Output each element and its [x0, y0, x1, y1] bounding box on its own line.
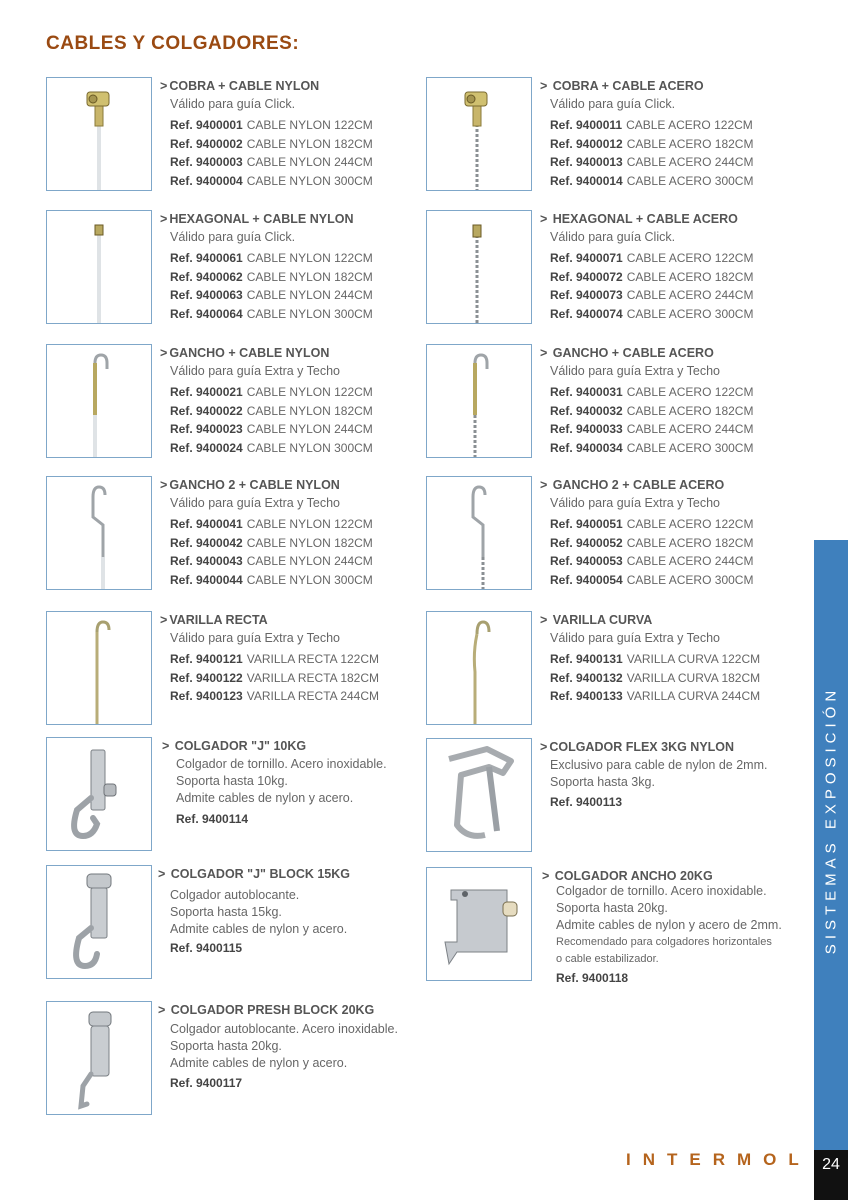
ref-row: Ref. 9400044 CABLE NYLON 300CM: [170, 572, 373, 587]
product-image-gancho-acero: [426, 344, 532, 458]
colgador-j-block-icon: [47, 866, 151, 978]
varilla-curva-icon: [427, 612, 531, 724]
ref-list: [550, 793, 626, 812]
ref-row: Ref. 9400023 CABLE NYLON 244CM: [170, 422, 373, 436]
ref-row: Ref. 9400033 CABLE ACERO 244CM: [550, 422, 754, 436]
product-desc: Válido para guía Click.: [550, 97, 676, 111]
product-image-colgador-j-block: [46, 865, 152, 979]
product-title: > COBRA + CABLE ACERO: [540, 79, 704, 93]
colgador-ancho-icon: [427, 868, 531, 980]
ref-row: Ref. 9400072 CABLE ACERO 182CM: [550, 269, 754, 284]
product-image-gancho2-acero: [426, 476, 532, 590]
ref-row: Ref. 9400132 VARILLA CURVA 182CM: [550, 670, 761, 685]
ref-list: [170, 116, 373, 190]
product-image-colgador-presh: [46, 1001, 152, 1115]
ref-row: Ref. 9400034 CABLE ACERO 300CM: [550, 440, 754, 455]
product-title: > COLGADOR PRESH BLOCK 20KG: [158, 1003, 375, 1017]
product-image-cobra-acero: [426, 77, 532, 191]
ref-row: Ref. 9400054 CABLE ACERO 300CM: [550, 572, 754, 587]
ref-row: Ref. 9400012 CABLE ACERO 182CM: [550, 136, 754, 151]
product-desc: Válido para guía Click.: [170, 230, 296, 244]
ref-list: [170, 939, 246, 958]
ref-row: Ref. 9400003 CABLE NYLON 244CM: [170, 155, 373, 169]
ref-list: [170, 515, 373, 589]
brand-name: INTERMOL: [626, 1150, 811, 1169]
hexagonal-nylon-icon: [47, 211, 151, 323]
ref-row: Ref. 9400114: [176, 812, 249, 826]
product-image-gancho-nylon: [46, 344, 152, 458]
product-desc: Colgador de tornillo. Acero inoxidable. Soporta hasta 10kg. Admite cables de nylon y acero.: [176, 757, 387, 805]
page-title: CABLES Y COLGADORES:: [46, 33, 300, 54]
ref-row: Ref. 9400118: [556, 971, 629, 985]
product-title: > COLGADOR "J" BLOCK 15KG: [158, 867, 351, 881]
ref-row: Ref. 9400122 VARILLA RECTA 182CM: [170, 670, 380, 685]
ref-row: Ref. 9400071 CABLE ACERO 122CM: [550, 251, 754, 265]
page-number: 24: [814, 1150, 848, 1200]
cobra-acero-icon: [427, 78, 531, 190]
ref-row: Ref. 9400131 VARILLA CURVA 122CM: [550, 652, 761, 666]
ref-row: Ref. 9400022 CABLE NYLON 182CM: [170, 403, 373, 418]
ref-row: Ref. 9400062 CABLE NYLON 182CM: [170, 269, 373, 284]
product-image-gancho2-nylon: [46, 476, 152, 590]
product-title: > GANCHO 2 + CABLE ACERO: [540, 478, 725, 492]
ref-row: Ref. 9400074 CABLE ACERO 300CM: [550, 306, 754, 321]
ref-row: Ref. 9400073 CABLE ACERO 244CM: [550, 288, 754, 302]
product-desc: Colgador autoblocante. Soporta hasta 15kg. Admite cables de nylon y acero.: [170, 888, 348, 936]
product-image-colgador-flex: [426, 738, 532, 852]
product-desc: Válido para guía Click.: [550, 230, 676, 244]
ref-row: Ref. 9400013 CABLE ACERO 244CM: [550, 155, 754, 169]
product-image-hexagonal-nylon: [46, 210, 152, 324]
ref-row: Ref. 9400061 CABLE NYLON 122CM: [170, 251, 373, 265]
ref-list: [170, 383, 373, 457]
product-title: > GANCHO + CABLE ACERO: [540, 346, 714, 360]
ref-row: Ref. 9400031 CABLE ACERO 122CM: [550, 385, 754, 399]
colgador-flex-icon: [427, 739, 531, 851]
product-title: > COLGADOR ANCHO 20KG: [542, 869, 713, 883]
ref-row: Ref. 9400004 CABLE NYLON 300CM: [170, 173, 373, 188]
ref-row: Ref. 9400011 CABLE ACERO 122CM: [550, 118, 753, 132]
ref-list: [550, 515, 753, 589]
ref-row: Ref. 9400115: [170, 941, 243, 955]
product-desc: Válido para guía Extra y Techo: [170, 496, 341, 510]
gancho-nylon-icon: [47, 345, 151, 457]
ref-row: Ref. 9400052 CABLE ACERO 182CM: [550, 535, 754, 550]
section-label: SISTEMAS EXPOSICIÓN: [822, 685, 840, 955]
product-title: > GANCHO + CABLE NYLON: [160, 346, 330, 360]
ref-row: Ref. 9400053 CABLE ACERO 244CM: [550, 554, 754, 568]
product-title: > HEXAGONAL + CABLE ACERO: [540, 212, 738, 226]
ref-list: [176, 810, 252, 829]
ref-row: Ref. 9400133 VARILLA CURVA 244CM: [550, 689, 761, 703]
product-desc: Válido para guía Extra y Techo: [170, 364, 341, 378]
ref-row: Ref. 9400014 CABLE ACERO 300CM: [550, 173, 754, 188]
product-image-colgador-ancho: [426, 867, 532, 981]
product-image-varilla-curva: [426, 611, 532, 725]
ref-row: Ref. 9400123 VARILLA RECTA 244CM: [170, 689, 380, 703]
ref-list: [170, 650, 379, 706]
gancho2-nylon-icon: [47, 477, 151, 589]
ref-row: Ref. 9400032 CABLE ACERO 182CM: [550, 403, 754, 418]
ref-row: Ref. 9400001 CABLE NYLON 122CM: [170, 118, 373, 132]
ref-row: Ref. 9400002 CABLE NYLON 182CM: [170, 136, 373, 151]
ref-row: Ref. 9400064 CABLE NYLON 300CM: [170, 306, 373, 321]
ref-list: [170, 1074, 246, 1093]
product-title: > COLGADOR FLEX 3KG NYLON: [540, 740, 735, 754]
product-desc: Válido para guía Extra y Techo: [550, 364, 721, 378]
ref-row: Ref. 9400021 CABLE NYLON 122CM: [170, 385, 373, 399]
hexagonal-acero-icon: [427, 211, 531, 323]
product-image-hexagonal-acero: [426, 210, 532, 324]
product-desc: Colgador de tornillo. Acero inoxidable. Soporta hasta 20kg. Admite cables de nylon y acero de 2mm. Recomendado para colgadores horizontales o cable estabilizador.: [556, 884, 782, 965]
product-desc: Exclusivo para cable de nylon de 2mm. Soporta hasta 3kg.: [550, 758, 768, 789]
product-desc: Válido para guía Extra y Techo: [170, 631, 341, 645]
colgador-presh-icon: [47, 1002, 151, 1114]
ref-list: [550, 116, 753, 190]
ref-row: Ref. 9400043 CABLE NYLON 244CM: [170, 554, 373, 568]
ref-list: [170, 249, 373, 323]
product-image-cobra-nylon: [46, 77, 152, 191]
cobra-nylon-icon: [47, 78, 151, 190]
product-desc: Válido para guía Extra y Techo: [550, 631, 721, 645]
product-title: > VARILLA CURVA: [540, 613, 653, 627]
ref-list: [550, 650, 760, 706]
product-desc: Válido para guía Extra y Techo: [550, 496, 721, 510]
ref-row: Ref. 9400113: [550, 795, 623, 809]
ref-row: Ref. 9400041 CABLE NYLON 122CM: [170, 517, 373, 531]
product-title: > GANCHO 2 + CABLE NYLON: [160, 478, 340, 492]
varilla-recta-icon: [47, 612, 151, 724]
ref-row: Ref. 9400042 CABLE NYLON 182CM: [170, 535, 373, 550]
gancho-acero-icon: [427, 345, 531, 457]
colgador-j-hook-icon: [47, 738, 151, 850]
ref-row: Ref. 9400063 CABLE NYLON 244CM: [170, 288, 373, 302]
product-desc: Colgador autoblocante. Acero inoxidable. Soporta hasta 20kg. Admite cables de nylon y acero.: [170, 1022, 398, 1070]
ref-row: Ref. 9400117: [170, 1076, 243, 1090]
ref-row: Ref. 9400024 CABLE NYLON 300CM: [170, 440, 373, 455]
product-title: > COLGADOR "J" 10KG: [162, 739, 307, 753]
ref-list: [550, 383, 753, 457]
ref-row: Ref. 9400051 CABLE ACERO 122CM: [550, 517, 754, 531]
ref-row: Ref. 9400121 VARILLA RECTA 122CM: [170, 652, 380, 666]
ref-list: [550, 249, 753, 323]
gancho2-acero-icon: [427, 477, 531, 589]
product-title: > VARILLA RECTA: [160, 613, 268, 627]
product-image-varilla-recta: [46, 611, 152, 725]
product-desc: Válido para guía Click.: [170, 97, 296, 111]
product-title: > COBRA + CABLE NYLON: [160, 79, 320, 93]
product-title: > HEXAGONAL + CABLE NYLON: [160, 212, 354, 226]
ref-list: [556, 969, 632, 988]
product-image-colgador-j-10kg: [46, 737, 152, 851]
